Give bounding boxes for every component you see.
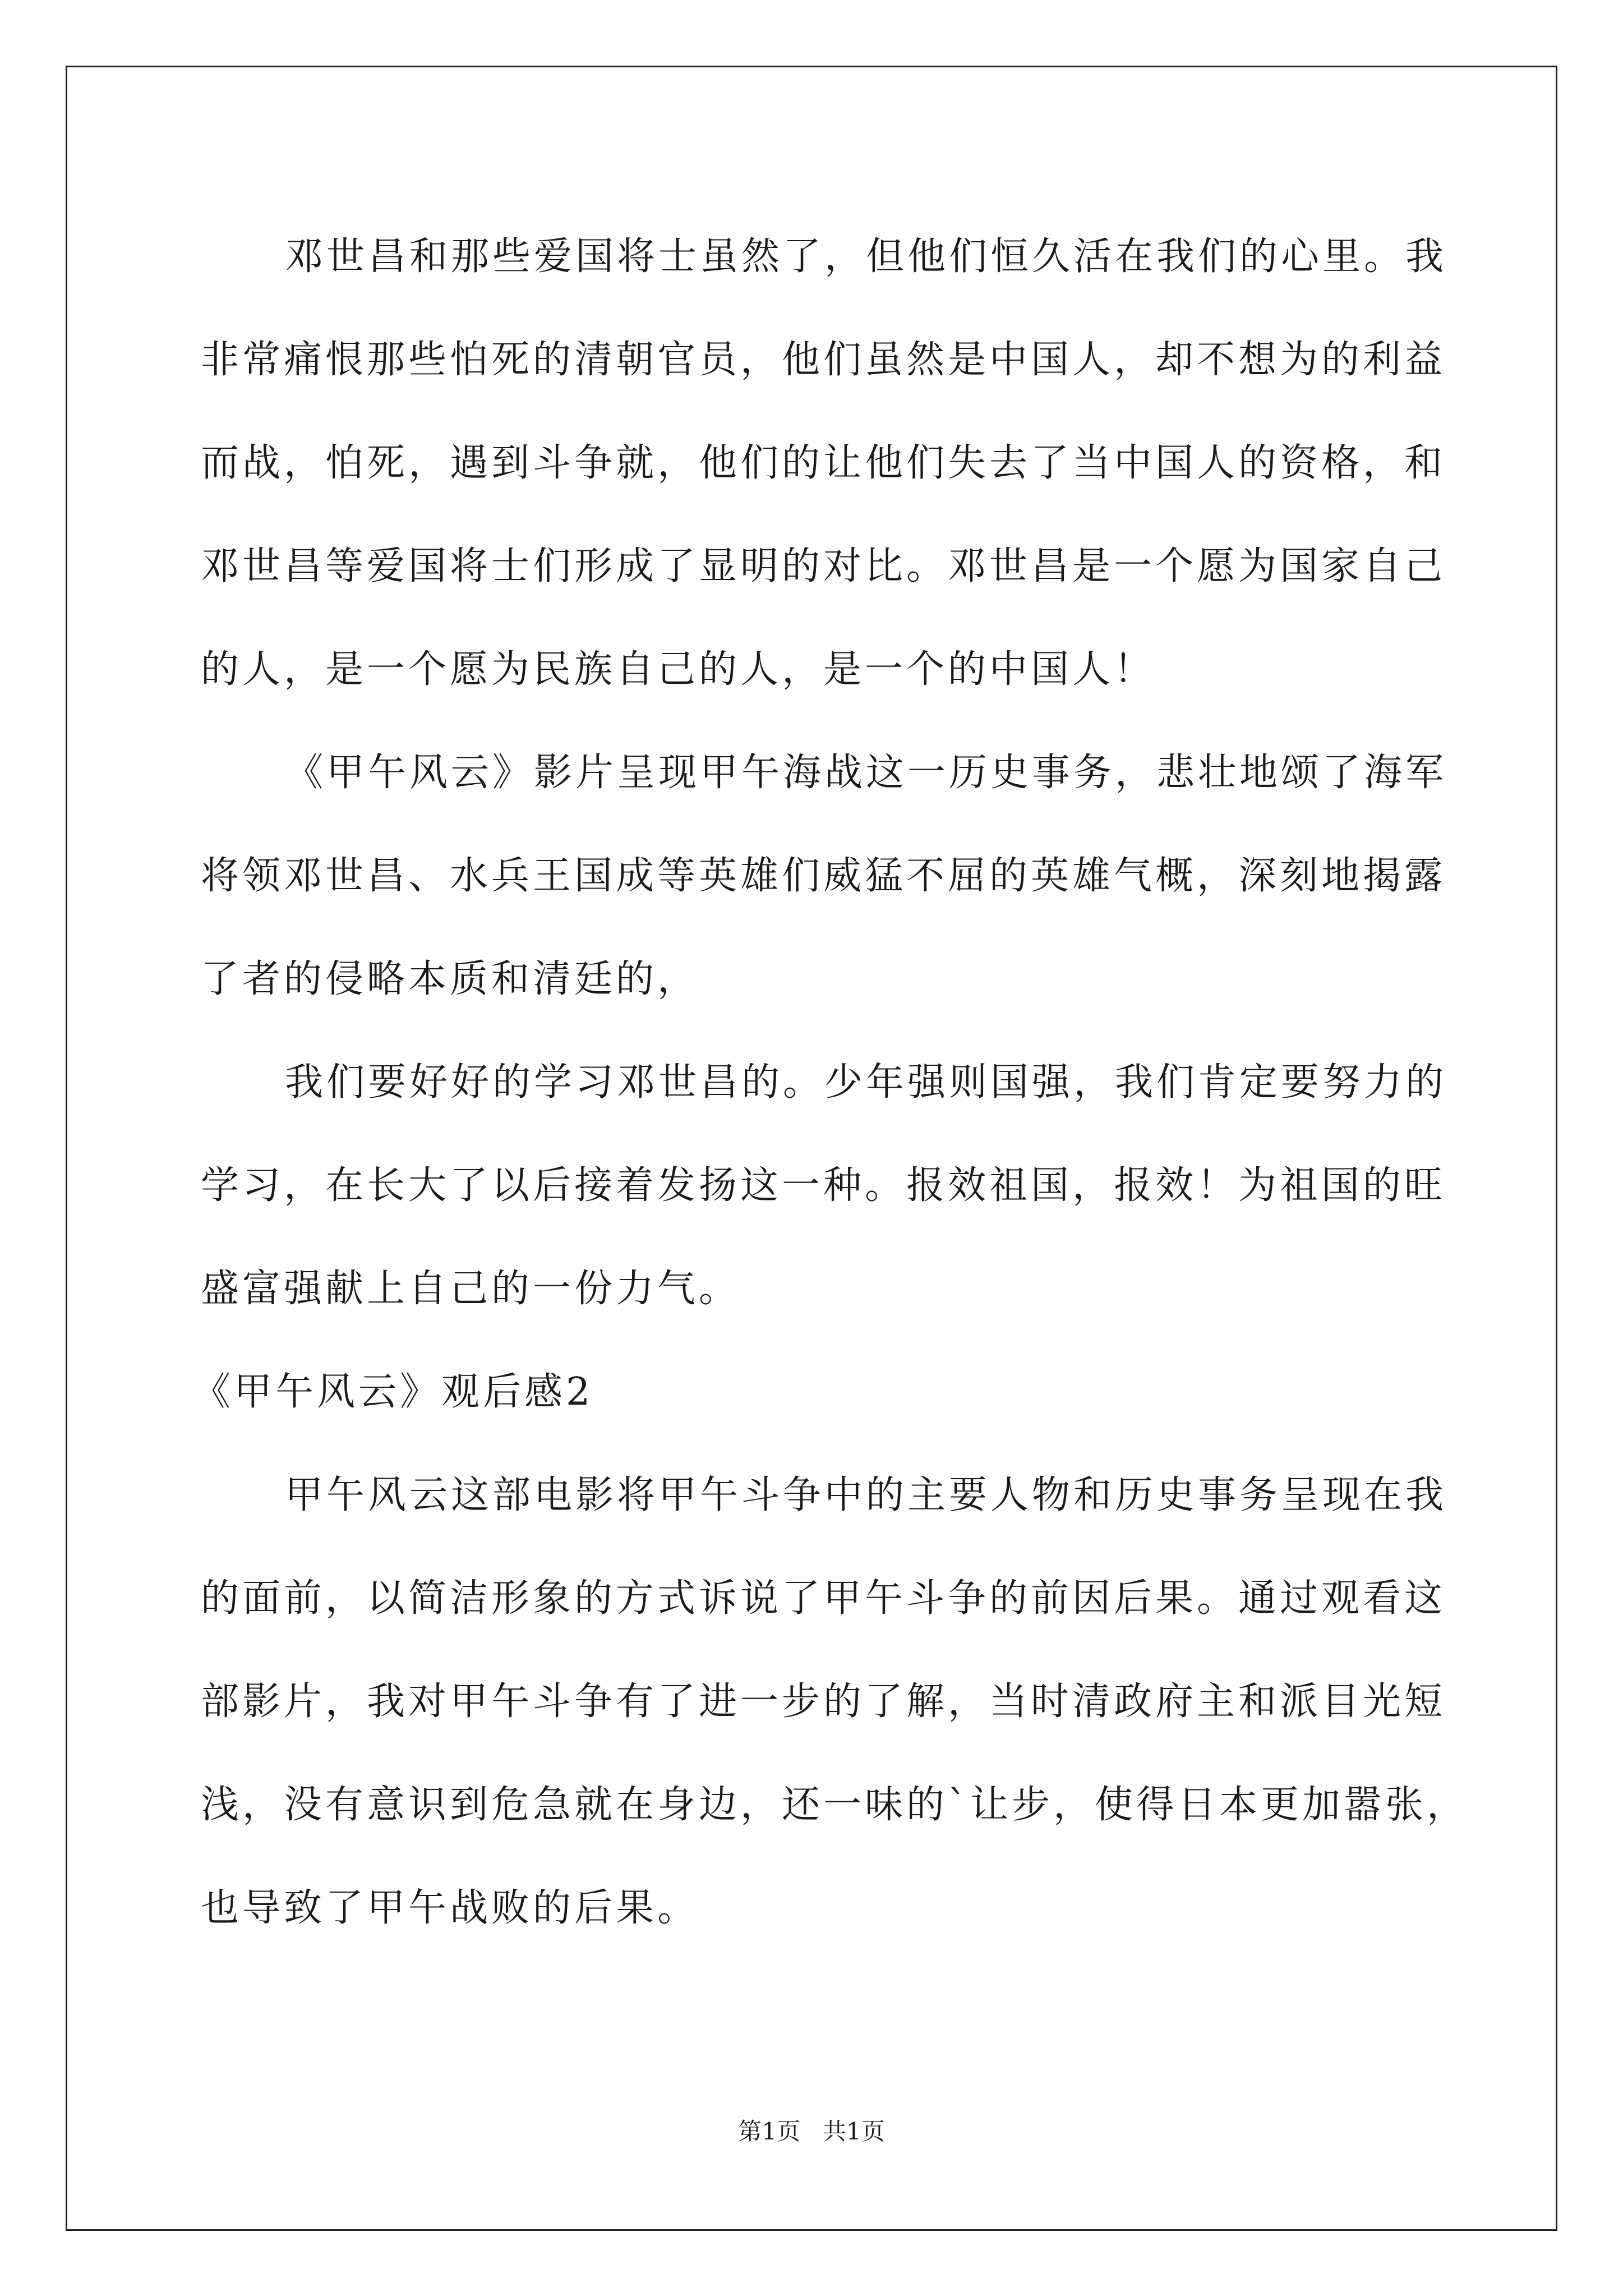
text-line: 而战，怕死，遇到斗争就，他们的让他们失去了当中国人的资格，和 (201, 441, 1446, 485)
text-line: 将领邓世昌、水兵王国成等英雄们威猛不屈的英雄气概，深刻地揭露 (201, 854, 1446, 898)
text-line: 非常痛恨那些怕死的清朝官员，他们虽然是中国人，却不想为的利益 (201, 338, 1446, 382)
text-line: 部影片，我对甲午斗争有了进一步的了解，当时清政府主和派目光短 (201, 1680, 1446, 1724)
page-footer: 第1页 共1页 (738, 2118, 885, 2145)
text-line: 的面前，以简洁形象的方式诉说了甲午斗争的前因后果。通过观看这 (201, 1576, 1446, 1621)
text-line: 盛富强献上自己的一份力气。 (201, 1267, 741, 1311)
text-line: 也导致了甲午战败的后果。 (201, 1886, 699, 1930)
section-heading: 《甲午风云》观后感2 (192, 1370, 594, 1414)
text-line: 学习，在长大了以后接着发扬这一种。报效祖国，报效！为祖国的旺 (201, 1163, 1446, 1208)
text-line: 浅，没有意识到危急就在身边，还一味的`让步，使得日本更加嚣张， (201, 1783, 1469, 1827)
text-line: 了者的侵略本质和清廷的， (201, 957, 699, 1001)
text-line: 《甲午风云》影片呈现甲午海战这一历史事务，悲壮地颂了海军 (285, 751, 1447, 795)
text-line: 邓世昌等爱国将士们形成了显明的对比。邓世昌是一个愿为国家自己 (201, 544, 1446, 588)
text-line: 的人，是一个愿为民族自己的人，是一个的中国人！ (201, 647, 1156, 692)
text-line: 甲午风云这部电影将甲午斗争中的主要人物和历史事务呈现在我 (285, 1473, 1447, 1517)
text-line: 邓世昌和那些爱国将士虽然了，但他们恒久活在我们的心里。我 (285, 234, 1447, 279)
text-line: 我们要好好的学习邓世昌的。少年强则国强，我们肯定要努力的 (285, 1060, 1447, 1105)
